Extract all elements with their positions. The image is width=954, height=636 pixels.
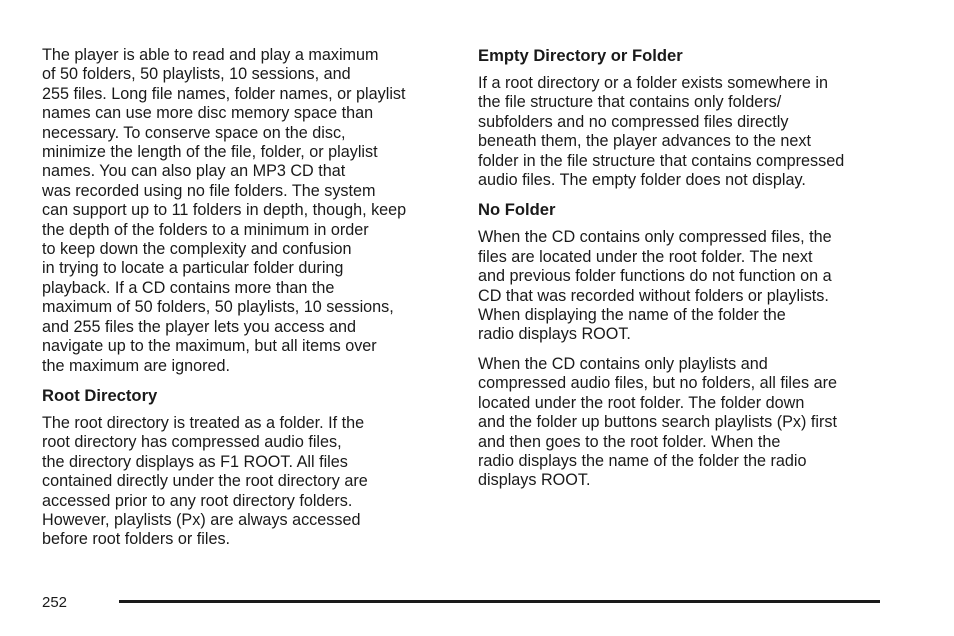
text-line: in trying to locate a particular folder during bbox=[42, 259, 344, 278]
text-line: When the CD contains only compressed files, the bbox=[478, 228, 832, 247]
text-line: was recorded using no file folders. The system bbox=[42, 181, 376, 200]
empty-directory-paragraph bbox=[478, 74, 888, 190]
text-line: accessed prior to any root directory folders. bbox=[42, 491, 353, 510]
text-line: radio displays the name of the folder the radio bbox=[478, 451, 807, 470]
text-line: subfolders and no compressed files directly bbox=[478, 112, 789, 131]
text-line: folder in the file structure that contains compressed bbox=[478, 151, 845, 170]
intro-paragraph bbox=[42, 46, 452, 376]
text-line: radio displays ROOT. bbox=[478, 325, 631, 344]
text-line: can support up to 11 folders in depth, though, keep bbox=[42, 201, 407, 220]
text-line: displays ROOT. bbox=[478, 471, 591, 490]
no-folder-paragraph-1 bbox=[478, 228, 888, 344]
text-line: audio files. The empty folder does not display. bbox=[478, 171, 806, 190]
text-line: navigate up to the maximum, but all items over bbox=[42, 337, 377, 356]
text-line: playback. If a CD contains more than the bbox=[42, 278, 335, 297]
text-line: and then goes to the root folder. When the bbox=[478, 432, 781, 451]
text-line: names can use more disc memory space than bbox=[42, 104, 374, 123]
text-line: and 255 files the player lets you access and bbox=[42, 317, 357, 336]
text-line: of 50 folders, 50 playlists, 10 sessions, and bbox=[42, 65, 351, 84]
no-folder-heading: No Folder bbox=[478, 200, 556, 220]
text-line: 255 files. Long file names, folder names, or playlist bbox=[42, 84, 406, 103]
text-line: the file structure that contains only folders/ bbox=[478, 93, 782, 112]
text-line: names. You can also play an MP3 CD that bbox=[42, 162, 346, 181]
text-line: The root directory is treated as a folder. If the bbox=[42, 413, 365, 432]
text-line: located under the root folder. The folder down bbox=[478, 393, 805, 412]
footer-rule bbox=[119, 600, 880, 603]
text-line: When the CD contains only playlists and bbox=[478, 354, 768, 373]
text-line: files are located under the root folder. The next bbox=[478, 247, 813, 266]
text-line: before root folders or files. bbox=[42, 530, 231, 549]
text-line: necessary. To conserve space on the disc, bbox=[42, 123, 346, 142]
text-line: If a root directory or a folder exists somewhere in bbox=[478, 74, 828, 92]
text-line: beneath them, the player advances to the next bbox=[478, 132, 811, 151]
empty-directory-heading: Empty Directory or Folder bbox=[478, 46, 683, 65]
text-line: and previous folder functions do not function on a bbox=[478, 267, 832, 286]
text-line: the directory displays as F1 ROOT. All files bbox=[42, 452, 348, 471]
text-line: compressed audio files, but no folders, all files are bbox=[478, 374, 838, 393]
text-line: maximum of 50 folders, 50 playlists, 10 sessions, bbox=[42, 298, 394, 317]
text-line: When displaying the name of the folder the bbox=[478, 306, 786, 325]
right-column bbox=[478, 46, 888, 491]
text-line: However, playlists (Px) are always accessed bbox=[42, 510, 361, 529]
root-directory-paragraph bbox=[42, 414, 452, 550]
text-line: root directory has compressed audio files, bbox=[42, 433, 342, 452]
text-line: CD that was recorded without folders or playlists. bbox=[478, 286, 829, 305]
text-line: The player is able to read and play a maximum bbox=[42, 46, 379, 64]
no-folder-paragraph-2 bbox=[478, 355, 888, 491]
root-directory-heading: Root Directory bbox=[42, 385, 158, 405]
text-line: minimize the length of the file, folder, or playlist bbox=[42, 143, 378, 162]
text-line: the depth of the folders to a minimum in order bbox=[42, 220, 369, 239]
text-line: to keep down the complexity and confusion bbox=[42, 240, 352, 259]
left-column bbox=[42, 46, 452, 550]
text-line: contained directly under the root directory are bbox=[42, 472, 368, 491]
page-number: 252 bbox=[42, 594, 68, 611]
text-line: the maximum are ignored. bbox=[42, 356, 231, 375]
text-line: and the folder up buttons search playlists (Px) first bbox=[478, 413, 837, 432]
